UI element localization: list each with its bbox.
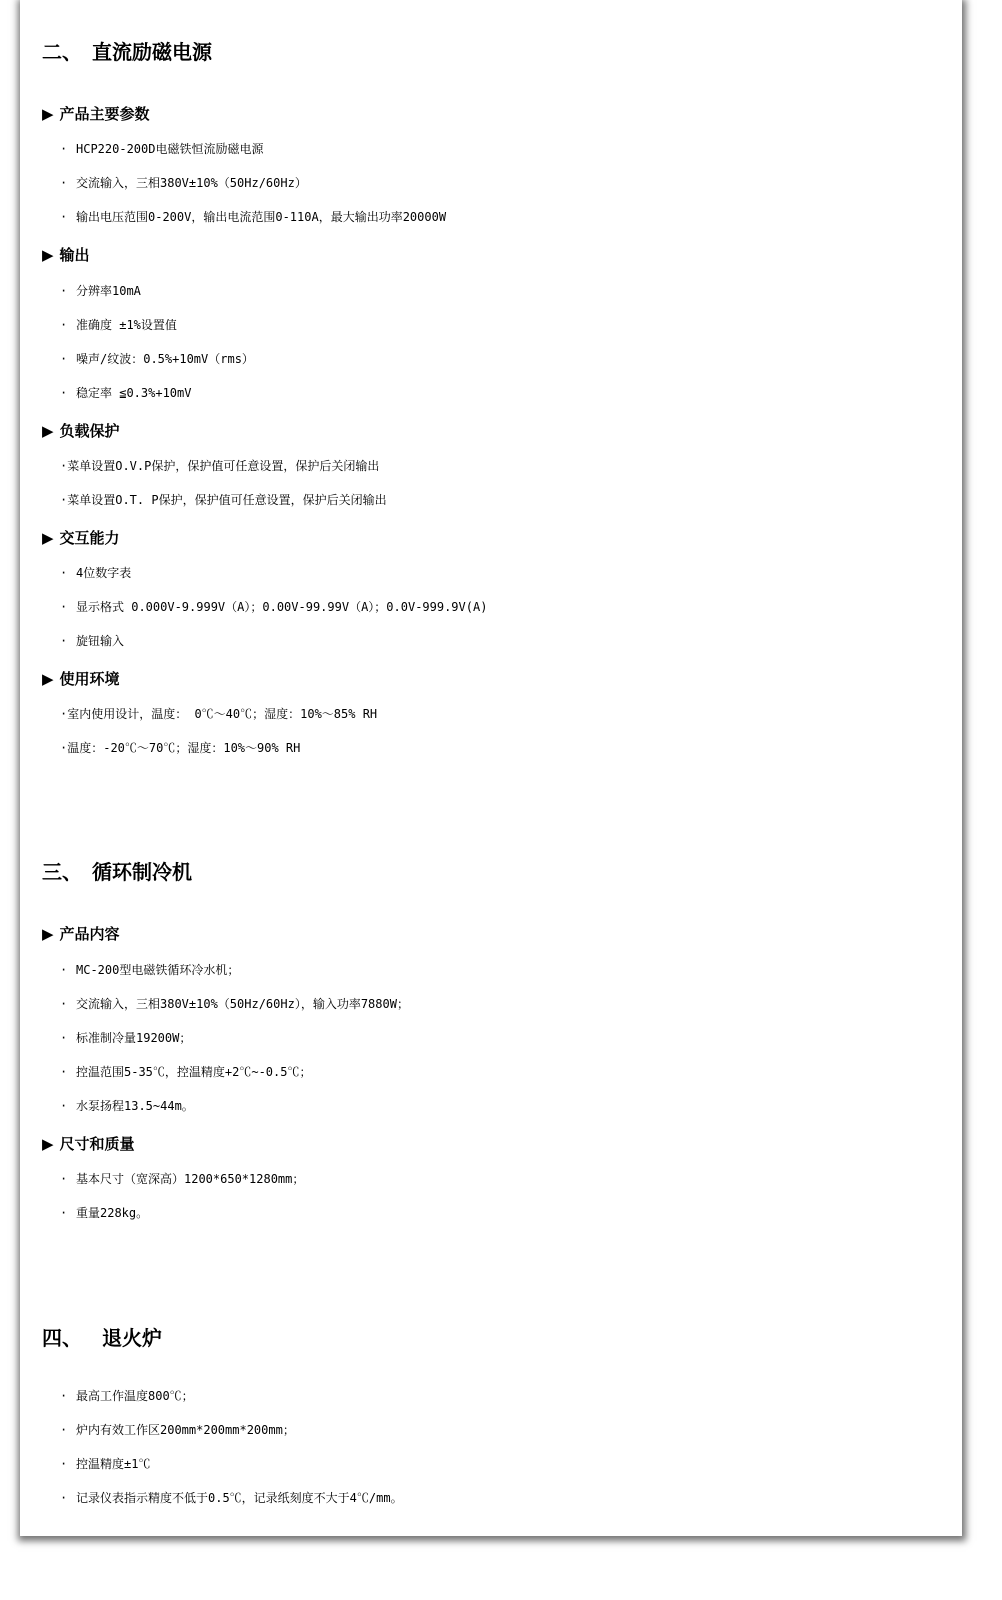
list-item: · 控温精度±1℃ [60, 1457, 151, 1471]
list-item: · 基本尺寸（宽深高）1200*650*1280mm； [60, 1172, 305, 1186]
list-item: · 最高工作温度800℃； [60, 1389, 194, 1403]
list-item: · 稳定率 ≦0.3%+10mV [60, 386, 192, 400]
list-item: · 标准制冷量19200W； [60, 1031, 192, 1045]
triangle-marker-icon: ▶ [42, 422, 54, 440]
section-number: 三、 [42, 860, 82, 884]
subsection-heading: ▶ 产品主要参数 [42, 105, 150, 123]
list-item: · 输出电压范围0-200V，输出电流范围0-110A，最大输出功率20000W [60, 210, 447, 224]
list-item: · 显示格式 0.000V-9.999V（A）；0.00V-99.99V（A）；0.0V-999.9V(A) [60, 600, 488, 614]
list-item: · 旋钮输入 [60, 634, 125, 648]
section-number: 二、 [42, 40, 82, 64]
section-title: 直流励磁电源 [92, 40, 212, 64]
list-item: · 炉内有效工作区200mm*200mm*200mm； [60, 1423, 295, 1437]
list-item: · 记录仪表指示精度不低于0.5℃，记录纸刻度不大于4℃/mm。 [60, 1491, 403, 1505]
list-item: · 交流输入，三相380V±10%（50Hz/60Hz），输入功率7880W； [60, 997, 409, 1011]
section-number: 四、 [42, 1326, 82, 1350]
list-item: ·菜单设置O.V.P保护，保护值可任意设置，保护后关闭输出 [60, 459, 380, 473]
list-item: · 分辨率10mA [60, 284, 141, 298]
triangle-marker-icon: ▶ [42, 529, 54, 547]
subsection-heading: ▶ 产品内容 [42, 925, 120, 943]
list-item: · 准确度 ±1%设置值 [60, 318, 177, 332]
subsection-heading: ▶ 输出 [42, 246, 90, 264]
list-item: · 交流输入，三相380V±10%（50Hz/60Hz） [60, 176, 307, 190]
subsection-heading: ▶ 交互能力 [42, 529, 120, 547]
triangle-marker-icon: ▶ [42, 670, 54, 688]
list-item: · 水泵扬程13.5~44m。 [60, 1099, 194, 1113]
list-item: · HCP220-200D电磁铁恒流励磁电源 [60, 142, 264, 156]
list-item: ·温度：-20℃～70℃；湿度：10%～90% RH [60, 741, 301, 755]
subsection-heading: ▶ 负载保护 [42, 422, 120, 440]
list-item: ·室内使用设计，温度： 0℃～40℃；湿度：10%～85% RH [60, 707, 378, 721]
section-title: 循环制冷机 [92, 860, 192, 884]
list-item: · 控温范围5-35℃，控温精度+2℃~-0.5℃； [60, 1065, 312, 1079]
list-item: · 4位数字表 [60, 566, 132, 580]
section-title: 退火炉 [102, 1326, 162, 1350]
triangle-marker-icon: ▶ [42, 105, 54, 123]
triangle-marker-icon: ▶ [42, 925, 54, 943]
triangle-marker-icon: ▶ [42, 1135, 54, 1153]
list-item: · 噪声/纹波：0.5%+10mV（rms） [60, 352, 254, 366]
document-page [20, 0, 962, 1536]
subsection-heading: ▶ 尺寸和质量 [42, 1135, 135, 1153]
list-item: · 重量228kg。 [60, 1206, 149, 1220]
triangle-marker-icon: ▶ [42, 246, 54, 264]
list-item: ·菜单设置O.T. P保护，保护值可任意设置，保护后关闭输出 [60, 493, 387, 507]
subsection-heading: ▶ 使用环境 [42, 670, 120, 688]
list-item: · MC-200型电磁铁循环冷水机； [60, 963, 240, 977]
